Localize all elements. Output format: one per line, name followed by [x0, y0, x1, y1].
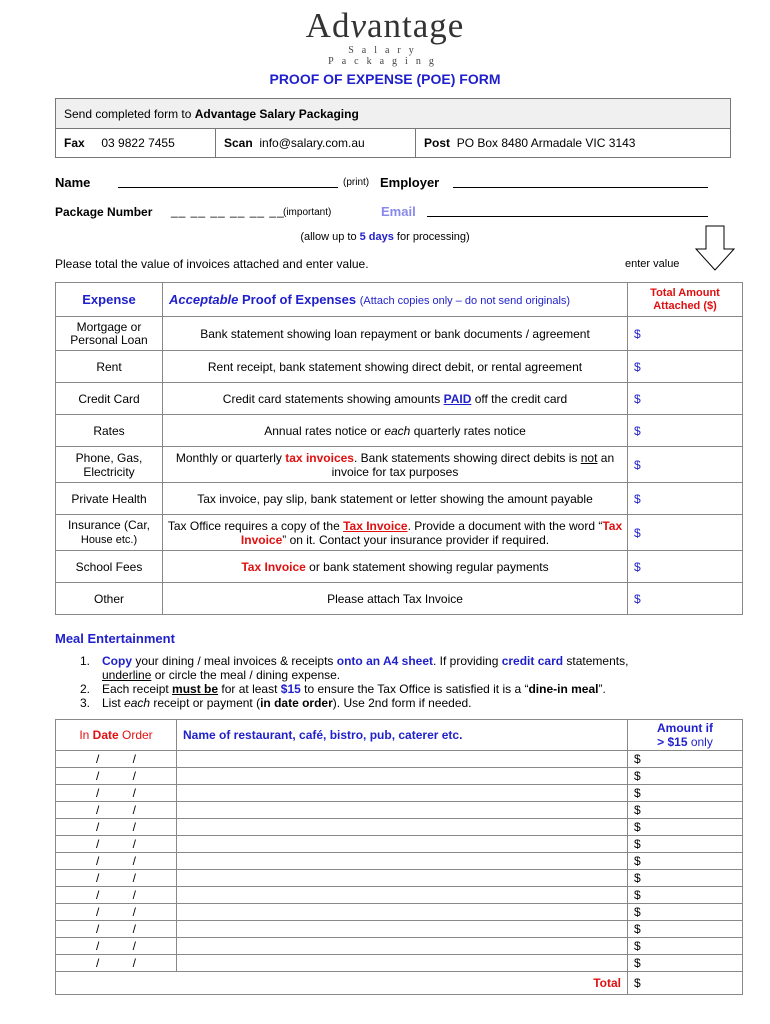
- table-row: [56, 551, 743, 583]
- table-row: [56, 802, 743, 819]
- expense-col-header: Expense: [56, 283, 163, 317]
- proof-cell: Credit card statements showing amounts PAID off the credit card: [163, 383, 628, 415]
- expense-cell: Rent: [56, 351, 163, 383]
- processing-note: (allow up to 5 days for processing): [300, 231, 470, 243]
- expense-cell: Mortgage or Personal Loan: [56, 317, 163, 351]
- date-input[interactable]: / /: [56, 785, 177, 802]
- amount-input[interactable]: $: [628, 415, 743, 447]
- amount-input[interactable]: $: [628, 383, 743, 415]
- amount-input[interactable]: $: [628, 836, 743, 853]
- print-note: (print): [343, 177, 370, 188]
- date-input[interactable]: / /: [56, 921, 177, 938]
- table-row: [56, 955, 743, 972]
- contact-box: [55, 98, 731, 158]
- restaurant-input[interactable]: [177, 853, 628, 870]
- company-logo: Advantage: [305, 6, 465, 45]
- proof-cell: Please attach Tax Invoice: [163, 583, 628, 615]
- fax-cell: Fax 03 9822 7455: [56, 129, 216, 158]
- email-label: Email: [381, 204, 416, 219]
- amount-input[interactable]: $: [628, 938, 743, 955]
- list-item: 3. List each receipt or payment (in date order). Use 2nd form if needed.: [80, 696, 472, 710]
- amount-input[interactable]: $: [628, 551, 743, 583]
- email-input-line[interactable]: [427, 216, 708, 217]
- table-row: [56, 515, 743, 551]
- restaurant-input[interactable]: [177, 819, 628, 836]
- date-input[interactable]: / /: [56, 870, 177, 887]
- date-input[interactable]: / /: [56, 955, 177, 972]
- amount-input[interactable]: $: [628, 853, 743, 870]
- important-note: (important): [283, 207, 332, 218]
- date-input[interactable]: / /: [56, 904, 177, 921]
- amount-input[interactable]: $: [628, 819, 743, 836]
- proof-cell: Tax Office requires a copy of the Tax Invoice. Provide a document with the word “Tax Invoice” on it. Contact your insurance provider if required.: [163, 515, 628, 551]
- restaurant-input[interactable]: [177, 802, 628, 819]
- amount-input[interactable]: $: [628, 583, 743, 615]
- amount-col-header: Amount if > $15 only: [628, 720, 743, 751]
- table-row: [56, 415, 743, 447]
- meal-instructions: [80, 654, 680, 710]
- enter-value-label: enter value: [625, 258, 680, 270]
- expense-cell: Insurance (Car, House etc.): [56, 515, 163, 551]
- amount-input[interactable]: $: [628, 904, 743, 921]
- table-row: [56, 887, 743, 904]
- table-row: [56, 853, 743, 870]
- date-col-header: In Date Order: [56, 720, 177, 751]
- amount-input[interactable]: $: [628, 785, 743, 802]
- proof-cell: Rent receipt, bank statement showing direct debit, or rental agreement: [163, 351, 628, 383]
- amount-input[interactable]: $: [628, 751, 743, 768]
- table-row: [56, 351, 743, 383]
- restaurant-input[interactable]: [177, 921, 628, 938]
- total-instruction: Please total the value of invoices attached and enter value.: [55, 257, 369, 271]
- restaurant-input[interactable]: [177, 938, 628, 955]
- amount-input[interactable]: $: [628, 447, 743, 483]
- expense-cell: Private Health: [56, 483, 163, 515]
- name-col-header: Name of restaurant, café, bistro, pub, caterer etc.: [177, 720, 628, 751]
- expense-cell: Other: [56, 583, 163, 615]
- total-row: [56, 972, 743, 995]
- list-item: 1. Copy your dining / meal invoices & receipts onto an A4 sheet. If providing credit card statements, underline or circle the meal / dining expense.: [80, 654, 629, 682]
- proof-cell: Annual rates notice or each quarterly rates notice: [163, 415, 628, 447]
- scan-cell: Scan info@salary.com.au: [216, 129, 416, 158]
- proof-cell: Bank statement showing loan repayment or bank documents / agreement: [163, 317, 628, 351]
- send-to-row: Send completed form to Advantage Salary Packaging: [56, 99, 731, 129]
- table-row: [56, 921, 743, 938]
- post-cell: Post PO Box 8480 Armadale VIC 3143: [416, 129, 731, 158]
- down-arrow-icon: [694, 225, 736, 271]
- expense-cell: Phone, Gas, Electricity: [56, 447, 163, 483]
- restaurant-input[interactable]: [177, 785, 628, 802]
- table-row: [56, 904, 743, 921]
- table-row: [56, 819, 743, 836]
- date-input[interactable]: / /: [56, 751, 177, 768]
- table-row: [56, 938, 743, 955]
- table-row: [56, 483, 743, 515]
- employer-input-line[interactable]: [453, 187, 708, 188]
- table-row: [56, 836, 743, 853]
- total-label: Total: [177, 972, 628, 995]
- total-col-header: Total Amount Attached ($): [628, 283, 743, 317]
- table-row: [56, 383, 743, 415]
- meal-heading: Meal Entertainment: [55, 631, 175, 646]
- package-number-input[interactable]: __ __ __ __ __ __: [171, 204, 285, 218]
- table-row: [56, 768, 743, 785]
- amount-input[interactable]: $: [628, 351, 743, 383]
- proof-cell: Tax Invoice or bank statement showing regular payments: [163, 551, 628, 583]
- table-row: [56, 583, 743, 615]
- meal-table: [55, 719, 743, 995]
- restaurant-input[interactable]: [177, 887, 628, 904]
- proof-cell: Tax invoice, pay slip, bank statement or letter showing the amount payable: [163, 483, 628, 515]
- date-input[interactable]: / /: [56, 887, 177, 904]
- amount-input[interactable]: $: [628, 515, 743, 551]
- amount-input[interactable]: $: [628, 921, 743, 938]
- table-row: [56, 785, 743, 802]
- date-input[interactable]: / /: [56, 768, 177, 785]
- date-input[interactable]: / /: [56, 802, 177, 819]
- date-input[interactable]: / /: [56, 819, 177, 836]
- proof-cell: Monthly or quarterly tax invoices. Bank statements showing direct debits is not an invoice for tax purposes: [163, 447, 628, 483]
- amount-input[interactable]: $: [628, 483, 743, 515]
- date-input[interactable]: / /: [56, 938, 177, 955]
- table-row: [56, 317, 743, 351]
- expense-table: [55, 282, 743, 615]
- amount-input[interactable]: $: [628, 768, 743, 785]
- package-number-label: Package Number: [55, 205, 153, 219]
- restaurant-input[interactable]: [177, 768, 628, 785]
- restaurant-input[interactable]: [177, 751, 628, 768]
- expense-cell: Credit Card: [56, 383, 163, 415]
- employer-label: Employer: [380, 175, 440, 190]
- table-row: [56, 870, 743, 887]
- amount-input[interactable]: $: [628, 887, 743, 904]
- logo-tagline: Salary Packaging: [328, 45, 442, 67]
- restaurant-input[interactable]: [177, 955, 628, 972]
- restaurant-input[interactable]: [177, 836, 628, 853]
- date-input[interactable]: / /: [56, 836, 177, 853]
- expense-table-header: [56, 283, 743, 317]
- name-label: Name: [55, 175, 91, 190]
- expense-cell: School Fees: [56, 551, 163, 583]
- date-input[interactable]: / /: [56, 853, 177, 870]
- meal-table-header: [56, 720, 743, 751]
- amount-input[interactable]: $: [628, 317, 743, 351]
- amount-input[interactable]: $: [628, 802, 743, 819]
- name-input-line[interactable]: [118, 187, 338, 188]
- table-row: [56, 751, 743, 768]
- page-title: PROOF OF EXPENSE (POE) FORM: [269, 71, 501, 87]
- proof-col-header: Acceptable Proof of Expenses (Attach copies only – do not send originals): [163, 283, 628, 317]
- expense-cell: Rates: [56, 415, 163, 447]
- table-row: [56, 447, 743, 483]
- restaurant-input[interactable]: [177, 904, 628, 921]
- list-item: 2. Each receipt must be for at least $15 to ensure the Tax Office is satisfied it is a “dine-in meal”.: [80, 682, 606, 696]
- restaurant-input[interactable]: [177, 870, 628, 887]
- total-amount-input[interactable]: $: [628, 972, 743, 995]
- amount-input[interactable]: $: [628, 955, 743, 972]
- amount-input[interactable]: $: [628, 870, 743, 887]
